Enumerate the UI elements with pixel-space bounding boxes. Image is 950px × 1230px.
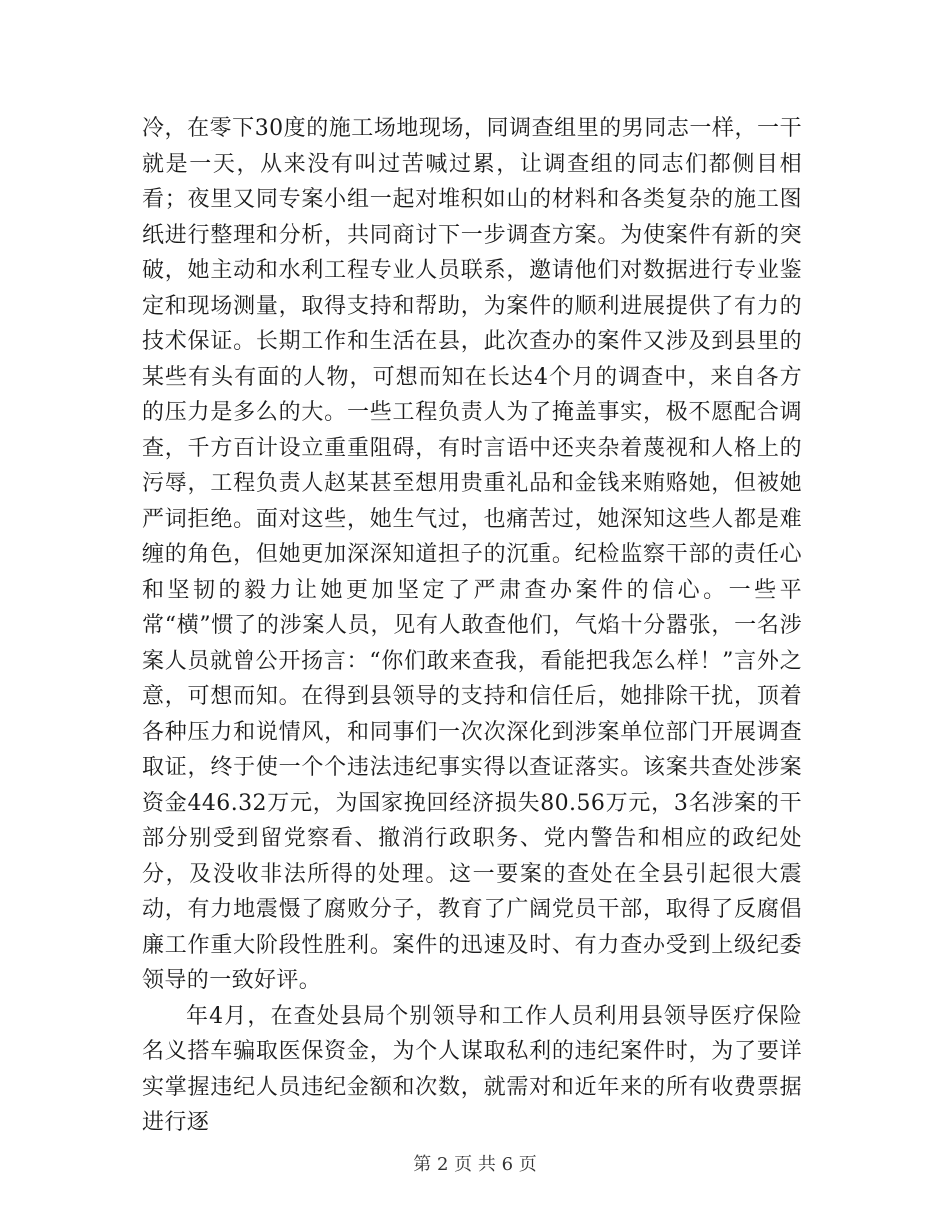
- paragraph-april-case: 年4月，在查处县局个别领导和工作人员利用县领导医疗保险名义搭车骗取医保资金，为个人谋取私利的违纪案件时，为了要详实掌握违纪人员违纪金额和次数，就需对和近年来的所有收费票据进行逐: [142, 1003, 802, 1135]
- document-body: [142, 111, 802, 1141]
- paragraph-continued: 冷，在零下30度的施工场地现场，同调查组里的男同志一样，一干就是一天，从来没有叫过苦喊过累，让调查组的同志们都侧目相看；夜里又同专案小组一起对堆积如山的材料和各类复杂的施工图纸进行整理和分析，共同商讨下一步调查方案。为使案件有新的突破，她主动和水利工程专业人员联系，邀请他们对数据进行专业鉴定和现场测量，取得支持和帮助，为案件的顺利进展提供了有力的技术保证。长期工作和生活在县，此次查办的案件又涉及到县里的某些有头有面的人物，可想而知在长达4个月的调查中，来自各方的压力是多么的大。一些工程负责人为了掩盖事实，极不愿配合调查，千方百计设立重重阻碍，有时言语中还夹杂着蔑视和人格上的污辱，工程负责人赵某甚至想用贵重礼品和金钱来贿赂她，但被她严词拒绝。面对这些，她生气过，也痛苦过，她深知这些人都是难缠的角色，但她更加深深知道担子的沉重。纪检监察干部的责任心和坚韧的毅力让她更加坚定了严肃查办案件的信心。一些平常“横”惯了的涉案人员，见有人敢查他们，气焰十分嚣张，一名涉案人员就曾公开扬言：“你们敢来查我，看能把我怎么样！”言外之意，可想而知。在得到县领导的支持和信任后，她排除干扰，顶着各种压力和说情风，和同事们一次次深化到涉案单位部门开展调查取证，终于使一个个违法违纪事实得以查证落实。该案共查处涉案资金446.32万元，为国家挽回经济损失80.56万元，3名涉案的干部分别受到留党察看、撤消行政职务、党内警告和相应的政纪处分，及没收非法所得的处理。这一要案的查处在全县引起很大震动，有力地震慑了腐败分子，教育了广阔党员干部，取得了反腐倡廉工作重大阶段性胜利。案件的迅速及时、有力查办受到上级纪委领导的一致好评。: [142, 116, 802, 993]
- page-footer: 第 2 页 共 6 页: [413, 1154, 537, 1175]
